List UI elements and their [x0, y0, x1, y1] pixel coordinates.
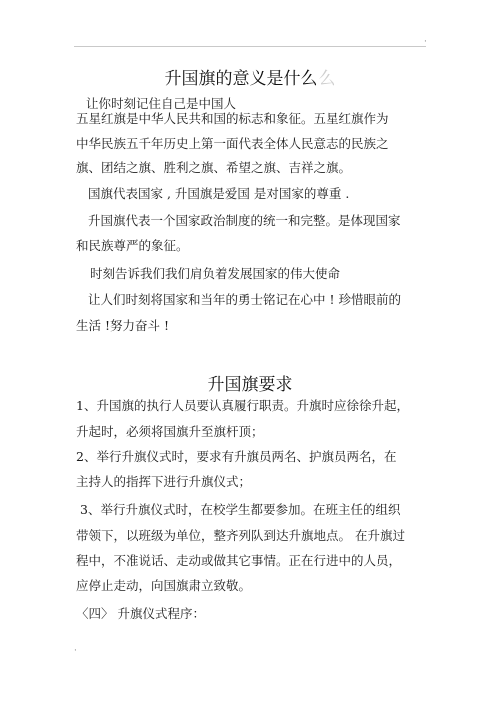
header-rule — [74, 46, 426, 47]
paragraph-line: 让你时刻记住自己是中国人 — [86, 96, 237, 111]
corner-mark: · — [74, 646, 77, 656]
paragraph-line: 升起时，必须将国旗升至旗杆顶； — [76, 424, 264, 439]
paragraph-line: 让人们时刻将国家和当年的勇士铭记在心中 ! 珍惜眼前的 — [88, 292, 401, 307]
paragraph-line: 和民族尊严的象征。 — [76, 238, 189, 253]
paragraph-line: 1、升国旗的执行人员要认真履行职责。升旗时应徐徐升起， — [76, 398, 409, 413]
paragraph-line: 升国旗代表一个国家政治制度的统一和完整。是体现国家 — [88, 213, 401, 228]
paragraph-line: 〈四〉 升旗仪式程序： — [76, 606, 205, 621]
section-title: 升国旗要求 — [207, 375, 293, 395]
page-title-ghost: 么 — [318, 69, 336, 89]
paragraph-line: 五星红旗是中华人民共和国的标志和象征。五星红旗作为 — [76, 111, 389, 126]
paragraph-line: 应停止走动，向国旗肃立致敬。 — [76, 578, 252, 593]
paragraph-line: 国旗代表国家 , 升国旗是爱国 是对国家的尊重 . — [88, 186, 350, 201]
paragraph-line: 3、举行升旗仪式时，在校学生都要参加。在班主任的组织 — [80, 502, 401, 517]
paragraph-line: 主持人的指挥下进行升旗仪式； — [76, 474, 252, 489]
paragraph-line: 中华民族五千年历史上第一面代表全体人民意志的民族之 — [76, 136, 389, 151]
paragraph-line: 旗、团结之旗、胜利之旗、希望之旗、吉祥之旗。 — [76, 160, 352, 175]
paragraph-line: 2、举行升旗仪式时，要求有升旗员两名、护旗员两名，在 — [76, 449, 397, 464]
paragraph-line: 生活 !努力奋斗 ! — [76, 318, 169, 333]
corner-mark: · — [424, 37, 427, 47]
page-title-text: 升国旗的意义是什么 — [164, 69, 318, 89]
paragraph-line: 带领下，以班级为单位，整齐列队到达升旗地点。 在升旗过 — [76, 528, 405, 543]
page-title — [0, 64, 500, 89]
paragraph-line: 时刻告诉我们我们肩负着发展国家的伟大使命 — [90, 266, 341, 281]
paragraph-line: 程中，不准说话、走动或做其它事情。正在行进中的人员， — [76, 553, 402, 568]
